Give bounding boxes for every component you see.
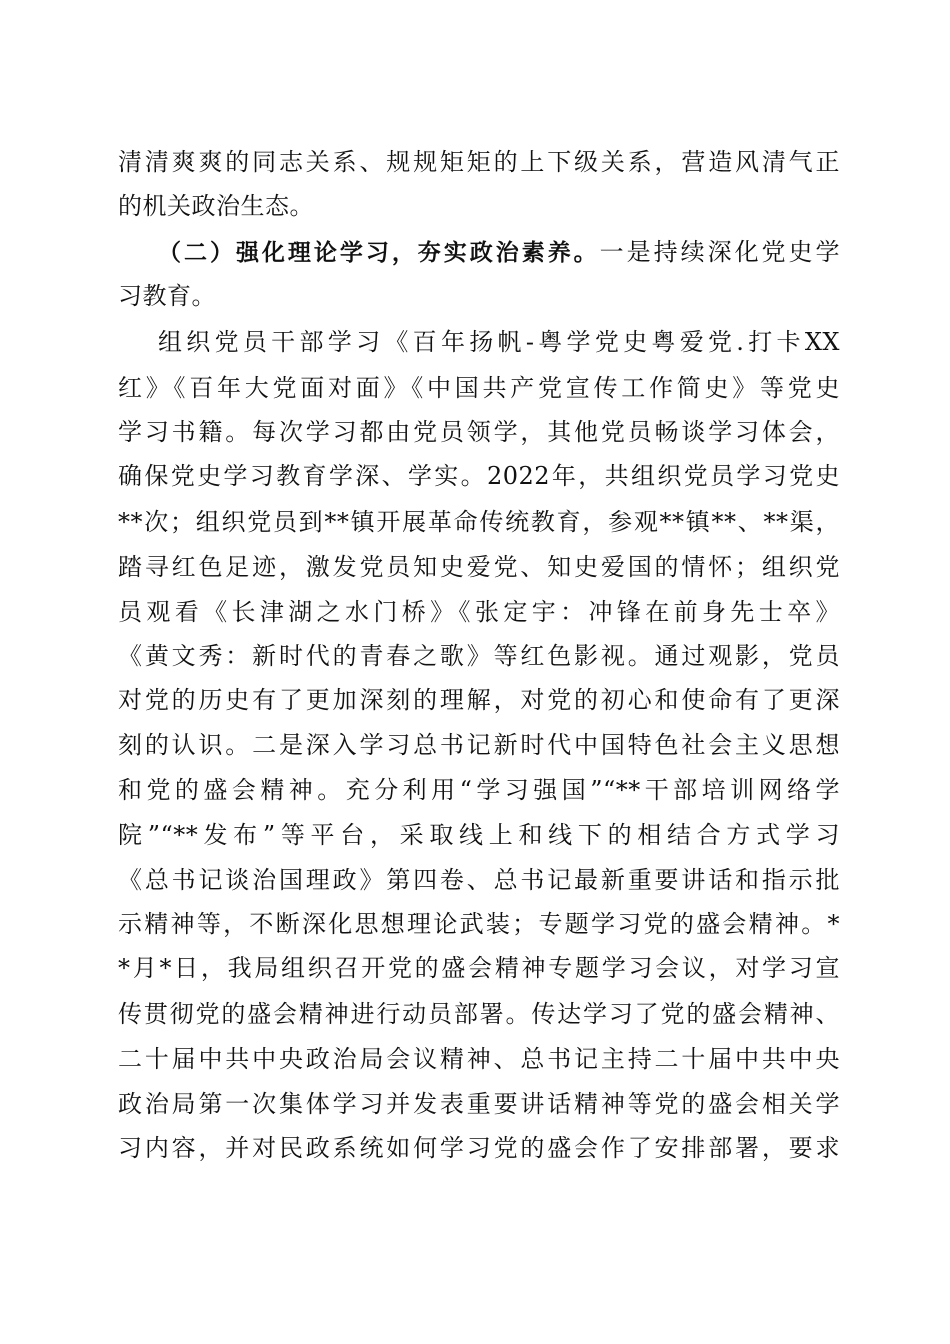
text-line: 政治局第一次集体学习并发表重要讲话精神等党的盛会相关学 <box>118 1090 840 1118</box>
text-line: **次；组织党员到**镇开展革命传统教育，参观**镇**、**渠， <box>118 508 840 536</box>
text-line: 和党的盛会精神。充分利用“学习强国”“**干部培训网络学 <box>118 776 840 804</box>
text-line: 清清爽爽的同志关系、规规矩矩的上下级关系，营造风清气正 <box>118 148 840 176</box>
section-heading: （二）强化理论学习，夯实政治素养。 <box>158 240 600 266</box>
text-line: 确保党史学习教育学深、学实。2022年，共组织党员学习党史 <box>118 462 840 490</box>
text-line: 示精神等，不断深化思想理论武装；专题学习党的盛会精神。* <box>118 910 840 938</box>
text-line: 二十届中共中央政治局会议精神、总书记主持二十届中共中央 <box>118 1045 840 1073</box>
text-line: 传贯彻党的盛会精神进行动员部署。传达学习了党的盛会精神、 <box>118 1000 840 1028</box>
section-heading-tail: 一是持续深化党史学 <box>599 238 841 266</box>
text-line: 员观看《长津湖之水门桥》《张定宇：冲锋在前身先士卒》 <box>118 598 840 626</box>
text-line: 刻的认识。二是深入学习总书记新时代中国特色社会主义思想 <box>118 731 840 759</box>
text-line: 院”“**发布”等平台，采取线上和线下的相结合方式学习 <box>118 821 840 849</box>
text-line: 习内容，并对民政系统如何学习党的盛会作了安排部署，要求 <box>118 1134 840 1162</box>
text-line: 《总书记谈治国理政》第四卷、总书记最新重要讲话和指示批 <box>118 866 840 894</box>
text-line: 踏寻红色足迹，激发党员知史爱党、知史爱国的情怀；组织党 <box>118 553 840 581</box>
text-line: *月*日，我局组织召开党的盛会精神专题学习会议，对学习宣 <box>118 954 840 982</box>
text-line: 习教育。 <box>118 282 216 310</box>
text-line: 学习书籍。每次学习都由党员领学，其他党员畅谈学习体会， <box>118 418 840 446</box>
text-line: 对党的历史有了更加深刻的理解，对党的初心和使命有了更深 <box>118 686 840 714</box>
text-line: 的机关政治生态。 <box>118 192 314 220</box>
text-line: 红》《百年大党面对面》《中国共产党宣传工作简史》等党史 <box>118 374 840 402</box>
text-line: 组织党员干部学习《百年扬帆-粤学党史粤爱党.打卡XX <box>158 328 840 356</box>
text-line: 《黄文秀：新时代的青春之歌》等红色影视。通过观影，党员 <box>118 642 840 670</box>
section-heading-line <box>158 232 840 272</box>
